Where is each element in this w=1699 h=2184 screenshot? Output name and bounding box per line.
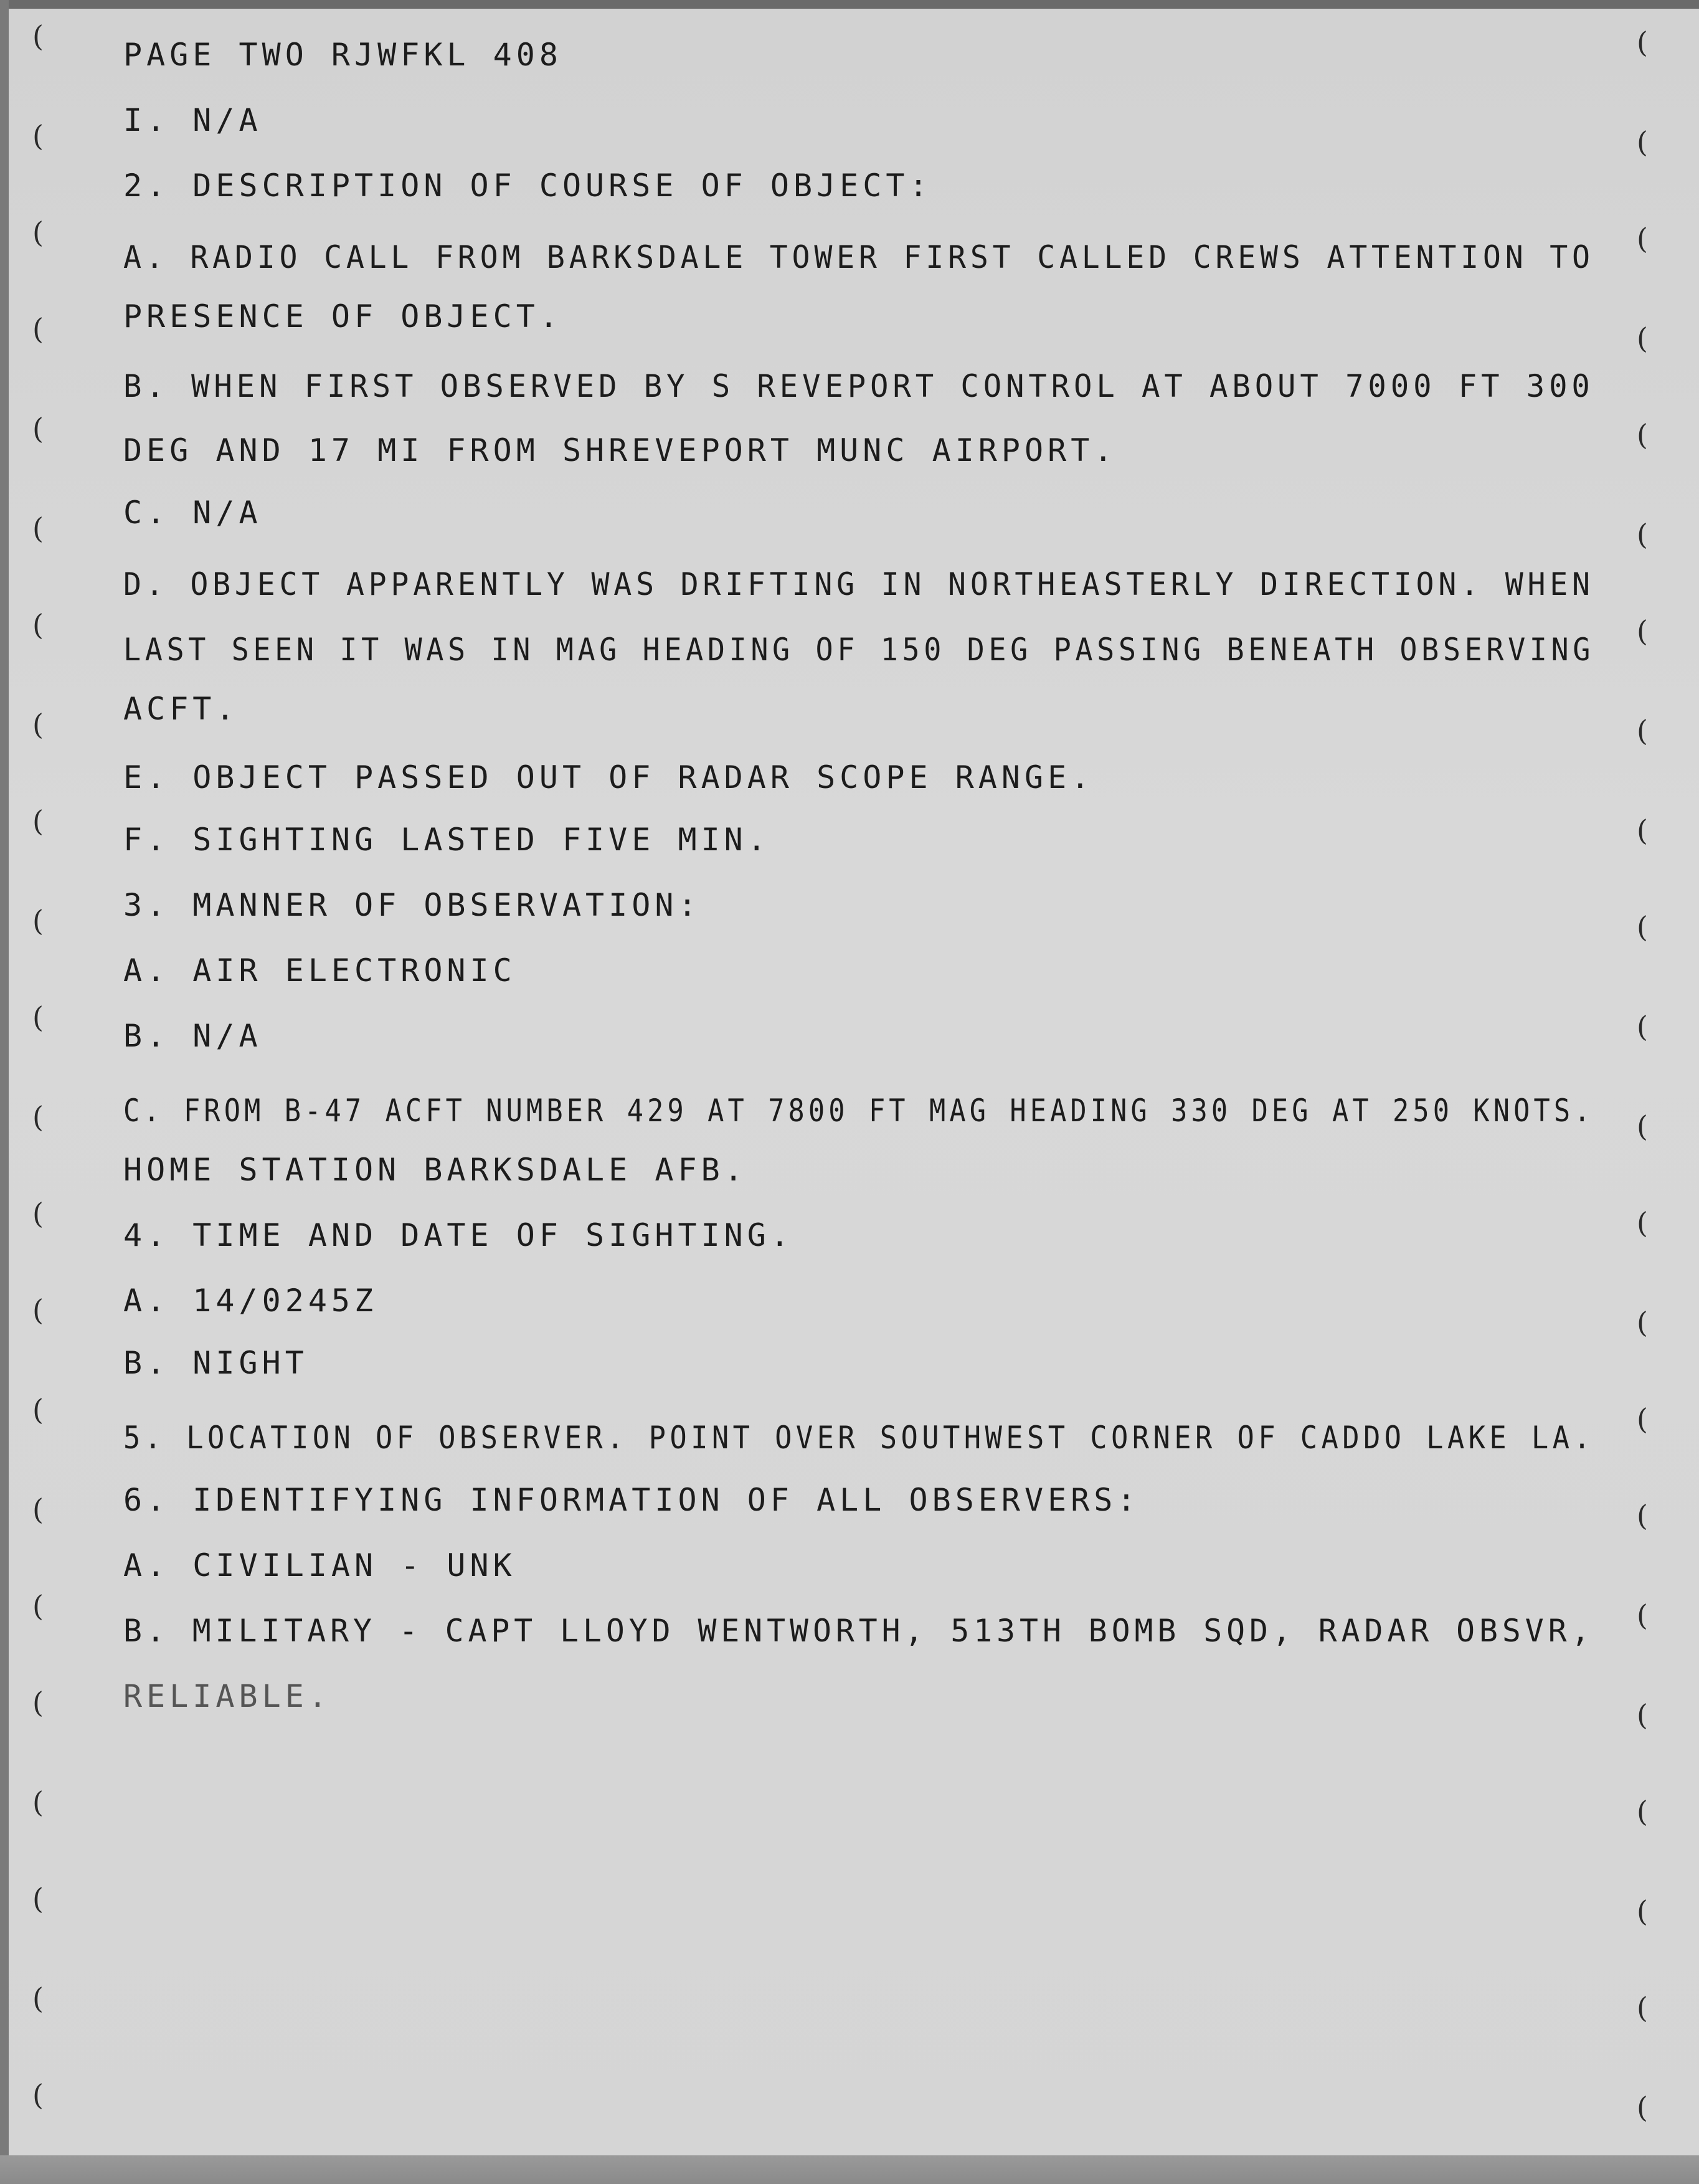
- sprocket-hole-icon: (: [32, 2078, 44, 2112]
- text-line: PRESENCE OF OBJECT.: [123, 298, 562, 335]
- sprocket-hole-icon: (: [32, 804, 44, 838]
- sprocket-hole-icon: (: [32, 1100, 44, 1134]
- sprocket-hole-icon: (: [32, 1293, 44, 1327]
- text-line: LAST SEEN IT WAS IN MAG HEADING OF 150 DEG PASSING BENEATH OBSERVING: [123, 632, 1595, 668]
- text-line: C. N/A: [123, 495, 262, 531]
- text-line: 5. LOCATION OF OBSERVER. POINT OVER SOUTHWEST CORNER OF CADDO LAKE LA.: [123, 1420, 1595, 1456]
- sprocket-hole-icon: (: [32, 1000, 44, 1034]
- text-line: DEG AND 17 MI FROM SHREVEPORT MUNC AIRPORT.: [123, 432, 1117, 468]
- text-line: F. SIGHTING LASTED FIVE MIN.: [123, 822, 770, 858]
- text-line: 2. DESCRIPTION OF COURSE OF OBJECT:: [123, 168, 932, 204]
- sprocket-hole-icon: (: [1637, 222, 1648, 255]
- sprocket-hole-icon: (: [1637, 321, 1648, 355]
- page-left-edge: [0, 0, 9, 2184]
- text-line: B. MILITARY - CAPT LLOYD WENTWORTH, 513TH BOMB SQD, RADAR OBSVR,: [123, 1613, 1594, 1649]
- text-line: D. OBJECT APPARENTLY WAS DRIFTING IN NORTHEASTERLY DIRECTION. WHEN: [123, 566, 1594, 602]
- sprocket-hole-icon: (: [32, 1882, 44, 1916]
- sprocket-hole-icon: (: [32, 904, 44, 938]
- sprocket-hole-icon: (: [32, 19, 44, 53]
- text-line: A. CIVILIAN - UNK: [123, 1547, 516, 1583]
- text-line: A. RADIO CALL FROM BARKSDALE TOWER FIRST CALLED CREWS ATTENTION TO: [123, 239, 1594, 275]
- text-line: I. N/A: [123, 102, 262, 138]
- sprocket-hole-icon: (: [1637, 418, 1648, 452]
- sprocket-hole-icon: (: [1637, 1598, 1648, 1632]
- sprocket-hole-icon: (: [1637, 1109, 1648, 1143]
- sprocket-hole-icon: (: [1637, 814, 1648, 847]
- sprocket-hole-icon: (: [1637, 910, 1648, 944]
- text-line: ACFT.: [123, 691, 239, 727]
- sprocket-hole-icon: (: [1637, 714, 1648, 748]
- text-line: E. OBJECT PASSED OUT OF RADAR SCOPE RANGE.: [123, 759, 1094, 795]
- text-line: HOME STATION BARKSDALE AFB.: [123, 1152, 747, 1188]
- sprocket-hole-icon: (: [1637, 1991, 1648, 2025]
- text-line: A. AIR ELECTRONIC: [123, 952, 516, 989]
- sprocket-hole-icon: (: [1637, 518, 1648, 551]
- sprocket-hole-icon: (: [32, 312, 44, 346]
- sprocket-hole-icon: (: [32, 1493, 44, 1526]
- sprocket-hole-icon: (: [1637, 1010, 1648, 1043]
- text-line: 4. TIME AND DATE OF SIGHTING.: [123, 1217, 793, 1253]
- sprocket-hole-icon: (: [32, 1197, 44, 1230]
- sprocket-hole-icon: (: [1637, 1698, 1648, 1732]
- text-line: C. FROM B-47 ACFT NUMBER 429 AT 7800 FT MAG HEADING 330 DEG AT 250 KNOTS.: [123, 1093, 1594, 1129]
- text-line: 6. IDENTIFYING INFORMATION OF ALL OBSERVERS:: [123, 1482, 1140, 1518]
- sprocket-hole-icon: (: [1637, 614, 1648, 648]
- sprocket-hole-icon: (: [1637, 1402, 1648, 1436]
- sprocket-hole-icon: (: [1637, 1206, 1648, 1240]
- sprocket-hole-icon: (: [32, 1785, 44, 1819]
- sprocket-hole-icon: (: [32, 1686, 44, 1719]
- sprocket-hole-icon: (: [1637, 2091, 1648, 2124]
- sprocket-hole-icon: (: [32, 1393, 44, 1427]
- sprocket-hole-icon: (: [1637, 1499, 1648, 1532]
- sprocket-hole-icon: (: [32, 1982, 44, 2015]
- sprocket-hole-icon: (: [32, 511, 44, 545]
- page-top-edge: [0, 0, 1699, 9]
- sprocket-hole-icon: (: [1637, 125, 1648, 159]
- text-line: B. NIGHT: [123, 1345, 308, 1381]
- text-line: A. 14/0245Z: [123, 1283, 378, 1319]
- sprocket-hole-icon: (: [32, 412, 44, 445]
- sprocket-hole-icon: (: [1637, 1795, 1648, 1828]
- page-bottom-edge: [0, 2155, 1699, 2184]
- text-line: 3. MANNER OF OBSERVATION:: [123, 887, 701, 923]
- text-line: B. N/A: [123, 1018, 262, 1054]
- sprocket-hole-icon: (: [32, 608, 44, 642]
- sprocket-hole-icon: (: [32, 1589, 44, 1623]
- sprocket-hole-icon: (: [32, 708, 44, 741]
- sprocket-hole-icon: (: [1637, 1894, 1648, 1928]
- sprocket-hole-icon: (: [32, 216, 44, 249]
- page-header: PAGE TWO RJWFKL 408: [123, 37, 562, 73]
- text-line: RELIABLE.: [123, 1678, 331, 1714]
- sprocket-hole-icon: (: [1637, 1306, 1648, 1339]
- sprocket-hole-icon: (: [1637, 26, 1648, 59]
- sprocket-hole-icon: (: [32, 119, 44, 153]
- text-line: B. WHEN FIRST OBSERVED BY S REVEPORT CONTROL AT ABOUT 7000 FT 300: [123, 368, 1594, 404]
